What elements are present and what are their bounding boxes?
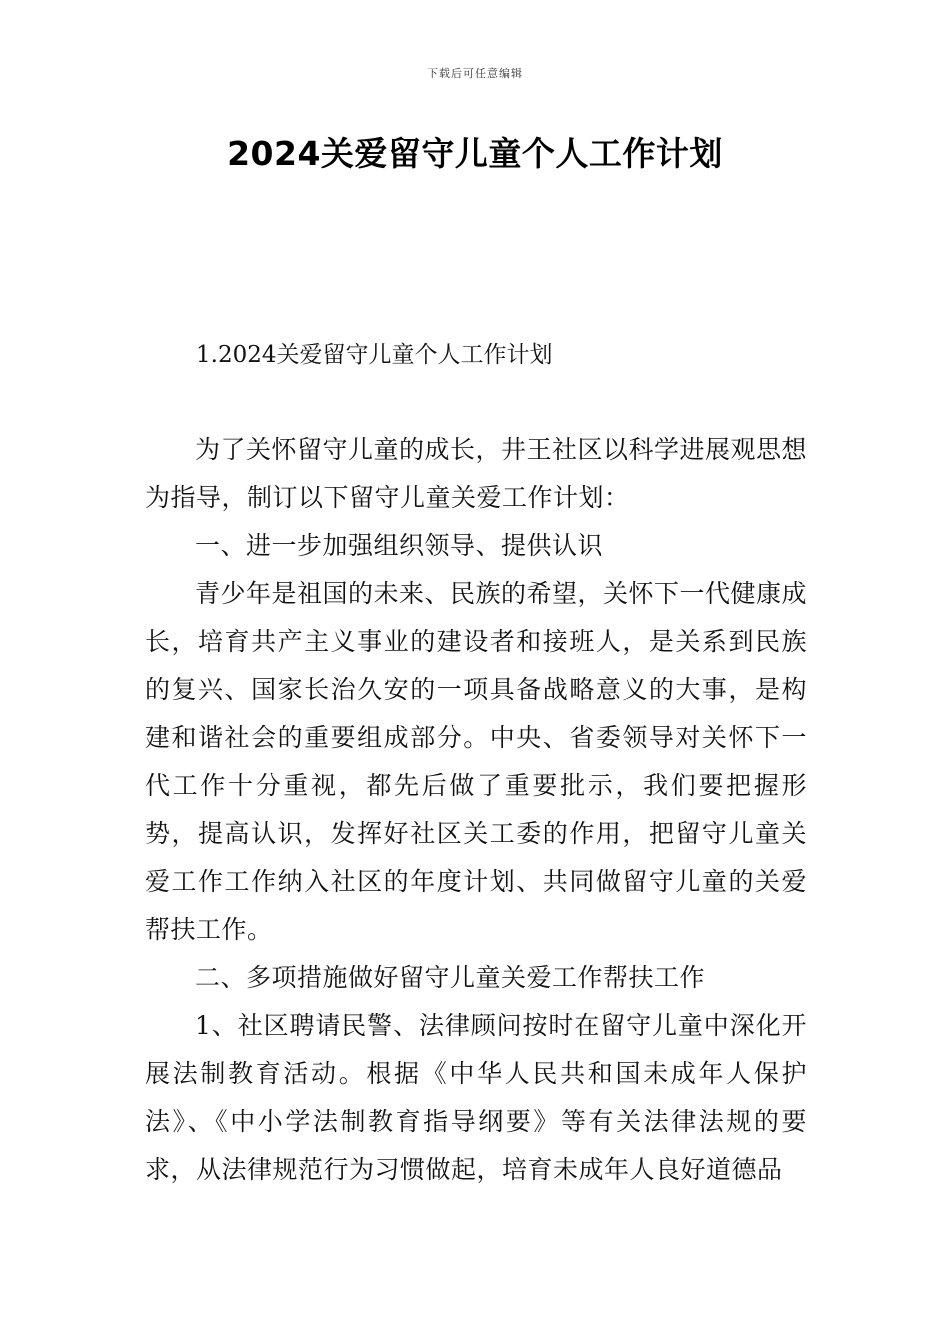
header-note: 下载后可任意编辑 — [427, 67, 523, 80]
section-heading: 1.2024关爱留守儿童个人工作计划 — [196, 342, 553, 368]
subheading-one: 一、进一步加强组织领导、提供认识 — [195, 531, 604, 560]
paragraph-measure-one: 1、社区聘请民警、法律顾问按时在留守儿童中深化开展法制教育活动。根据《中华人民共和国未成年人保护法》、《中小学法制教育指导纲要》等有关法律法规的要求，从法律规范行为习惯做起，培育未成年人良好道德品 — [145, 1011, 807, 1184]
document-body — [145, 426, 807, 1194]
paragraph-intro: 为了关怀留守儿童的成长，井王社区以科学进展观思想为指导，制订以下留守儿童关爱工作计划： — [145, 435, 808, 512]
paragraph-youth: 青少年是祖国的未来、民族的希望，关怀下一代健康成长，培育共产主义事业的建设者和接班人，是关系到民族的复兴、国家长治久安的一项具备战略意义的大事，是构建和谐社会的重要组成部分。中央、省委领导对关怀下一代工作十分重视，都先后做了重要批示，我们要把握形势，提高认识，发挥好社区关工委的作用，把留守儿童关爱工作工作纳入社区的年度计划、共同做留守儿童的关爱帮扶工作。 — [145, 579, 808, 944]
subheading-two: 二、多项措施做好留守儿童关爱工作帮扶工作 — [195, 963, 706, 992]
document-title: 2024关爱留守儿童个人工作计划 — [227, 134, 723, 173]
